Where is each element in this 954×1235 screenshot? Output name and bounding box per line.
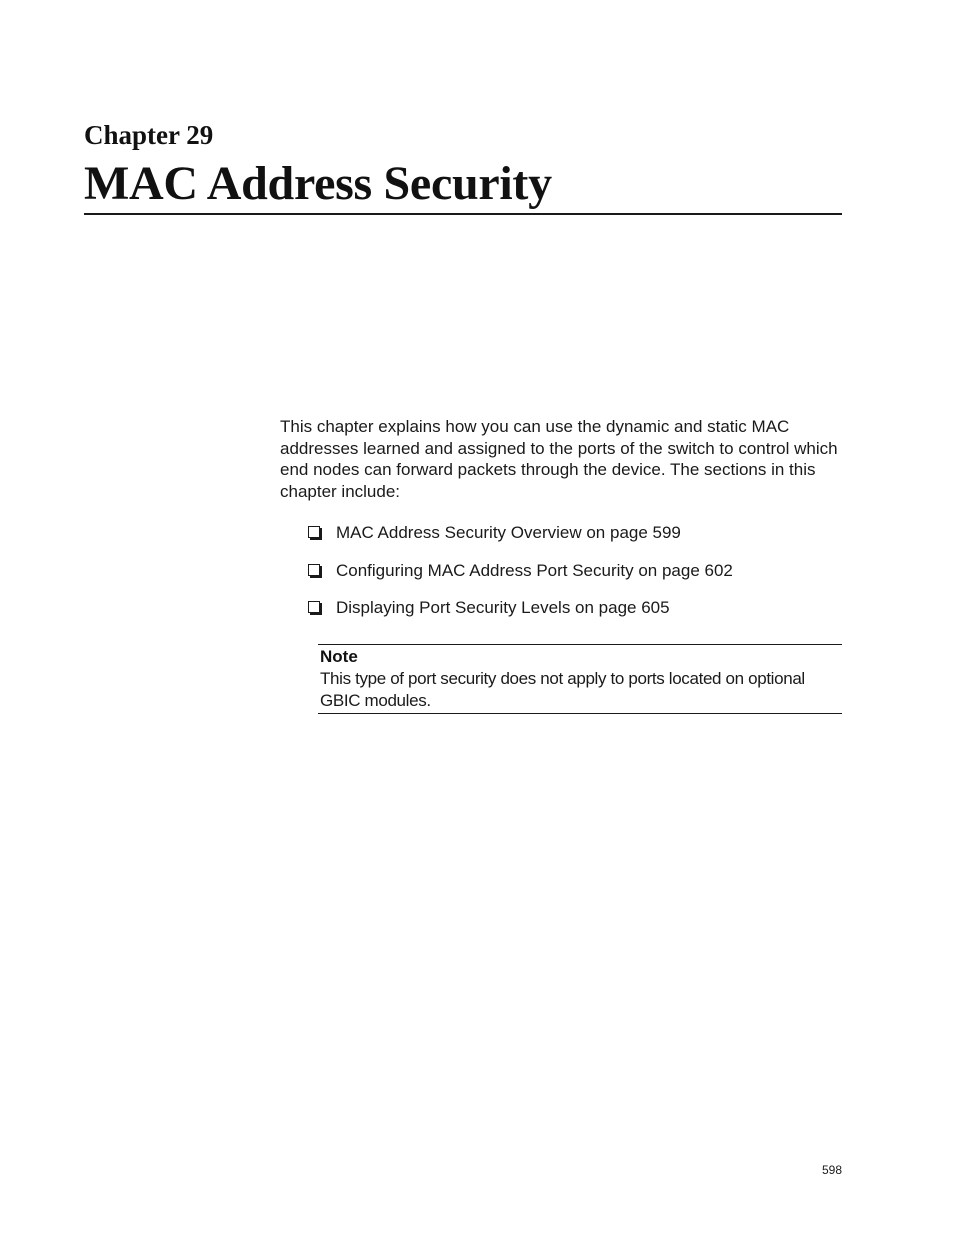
list-item (308, 559, 842, 583)
note-text: This type of port security does not apply to ports located on optional GBIC modules. (320, 669, 805, 710)
note-box (318, 644, 842, 714)
checkbox-icon (308, 601, 320, 613)
section-list (308, 521, 842, 634)
note-heading: Note (320, 647, 358, 666)
page-number: 598 (821, 1163, 842, 1177)
checkbox-icon (308, 526, 320, 538)
chapter-title: MAC Address Security (84, 157, 552, 210)
list-item (308, 596, 842, 620)
section-link-mac-address-security-overview[interactable]: MAC Address Security Overview on page 599 (336, 523, 681, 542)
list-item (308, 521, 842, 545)
title-divider (84, 213, 842, 215)
section-link-configuring-port-security[interactable]: Configuring MAC Address Port Security on page 602 (336, 560, 733, 580)
section-link-displaying-security-levels[interactable]: Displaying Port Security Levels on page 605 (336, 598, 670, 617)
checkbox-icon (308, 564, 320, 576)
intro-paragraph: This chapter explains how you can use the dynamic and static MAC addresses learned and assigned to the ports of the switch to control which end nodes can forward packets through the device. The sections in this chapter include: (280, 417, 838, 501)
chapter-label: Chapter 29 (84, 120, 214, 150)
